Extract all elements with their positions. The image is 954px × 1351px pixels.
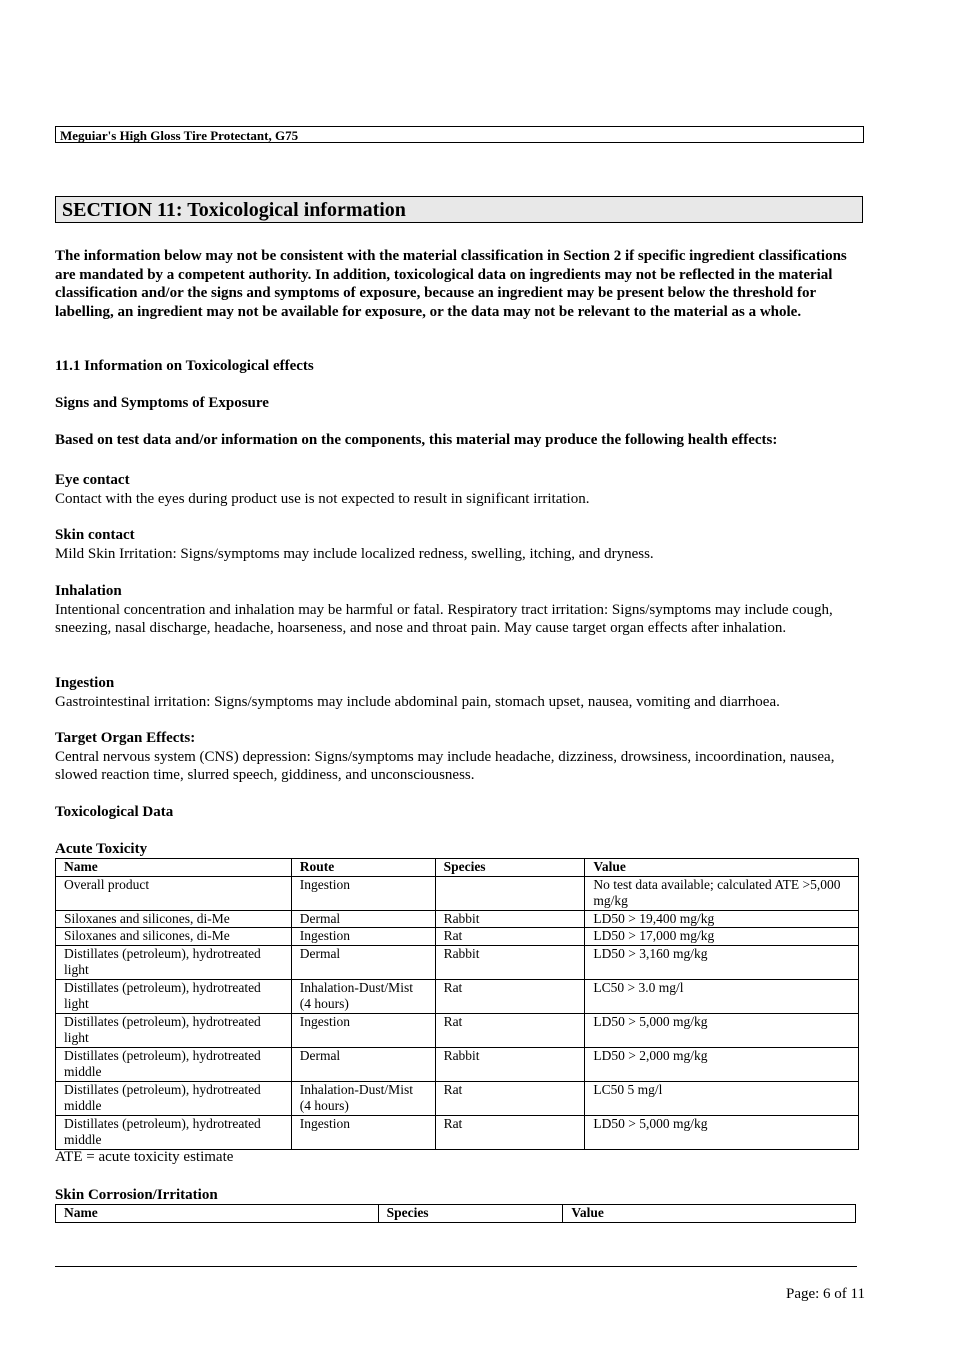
- cell-species: Rabbit: [435, 910, 585, 928]
- cell-species: Rabbit: [435, 1047, 585, 1081]
- cell-route: Ingestion: [291, 876, 435, 910]
- cell-route: Ingestion: [291, 928, 435, 946]
- cell-species: Rat: [435, 979, 585, 1013]
- based-on-statement: Based on test data and/or information on the components, this material may produce the following health effects:: [55, 432, 778, 448]
- column-header: Value: [585, 859, 859, 877]
- table-row: [56, 928, 859, 946]
- product-name-header: Meguiar's High Gloss Tire Protectant, G75: [55, 126, 864, 143]
- page-number: Page: 6 of 11: [785, 1286, 865, 1302]
- table-header-row: [56, 859, 859, 877]
- column-header: Species: [435, 859, 585, 877]
- tox-data-heading: Toxicological Data: [55, 804, 174, 820]
- cell-route: Dermal: [291, 910, 435, 928]
- cell-name: Siloxanes and silicones, di-Me: [56, 910, 292, 928]
- cell-route: Ingestion: [291, 1115, 435, 1149]
- section-title: SECTION 11: Toxicological information: [55, 196, 863, 223]
- effect-ingestion: [55, 674, 855, 711]
- cell-value: LC50 5 mg/l: [585, 1081, 859, 1115]
- cell-species: Rabbit: [435, 945, 585, 979]
- cell-value: LD50 > 3,160 mg/kg: [585, 945, 859, 979]
- cell-species: Rat: [435, 1013, 585, 1047]
- effect-heading: Inhalation: [55, 583, 122, 599]
- acute-toxicity-heading: Acute Toxicity: [55, 841, 148, 857]
- acute-toxicity-table: [55, 858, 859, 1150]
- cell-route: Inhalation-Dust/Mist (4 hours): [291, 979, 435, 1013]
- cell-value: No test data available; calculated ATE >5,000 mg/kg: [585, 876, 859, 910]
- table-row: [56, 945, 859, 979]
- cell-value: LD50 > 5,000 mg/kg: [585, 1115, 859, 1149]
- cell-species: Rat: [435, 1115, 585, 1149]
- effect-text: Gastrointestinal irritation: Signs/symptoms may include abdominal pain, stomach upset, nausea, vomiting and diarrhoea.: [55, 693, 780, 710]
- column-header: Name: [56, 859, 292, 877]
- effect-text: Intentional concentration and inhalation may be harmful or fatal. Respiratory tract irritation: Signs/symptoms may include cough, sneezing, nasal discharge, headache, hoarseness, and nose and throat pain. May cause target organ effects after inhalation.: [55, 601, 833, 636]
- cell-species: Rat: [435, 1081, 585, 1115]
- subsection-heading: 11.1 Information on Toxicological effects: [55, 358, 314, 374]
- cell-name: Distillates (petroleum), hydrotreated middle: [56, 1081, 292, 1115]
- cell-name: Distillates (petroleum), hydrotreated middle: [56, 1047, 292, 1081]
- table-row: [56, 1081, 859, 1115]
- effect-target-organ: [55, 729, 855, 785]
- effect-skin: [55, 526, 855, 563]
- cell-value: LD50 > 2,000 mg/kg: [585, 1047, 859, 1081]
- cell-value: LD50 > 17,000 mg/kg: [585, 928, 859, 946]
- ate-footnote: ATE = acute toxicity estimate: [55, 1149, 234, 1165]
- column-header: Route: [291, 859, 435, 877]
- table-row: [56, 910, 859, 928]
- effect-inhalation: [55, 582, 855, 638]
- effect-text: Central nervous system (CNS) depression: Signs/symptoms may include headache, dizziness, drowsiness, incoordination, nausea, slowed reaction time, slurred speech, giddiness, and unconsciousness.: [55, 748, 835, 783]
- cell-species: [435, 876, 585, 910]
- skin-corrosion-heading: Skin Corrosion/Irritation: [55, 1187, 218, 1203]
- cell-name: Distillates (petroleum), hydrotreated light: [56, 945, 292, 979]
- table-row: [56, 876, 859, 910]
- effect-heading: Ingestion: [55, 675, 115, 691]
- signs-heading: Signs and Symptoms of Exposure: [55, 395, 269, 411]
- cell-route: Inhalation-Dust/Mist (4 hours): [291, 1081, 435, 1115]
- cell-name: Distillates (petroleum), hydrotreated light: [56, 979, 292, 1013]
- skin-corrosion-table: [55, 1204, 856, 1223]
- table-row: [56, 1013, 859, 1047]
- cell-species: Rat: [435, 928, 585, 946]
- effect-heading: Eye contact: [55, 472, 130, 488]
- effect-text: Contact with the eyes during product use is not expected to result in significant irritation.: [55, 490, 590, 507]
- cell-route: Ingestion: [291, 1013, 435, 1047]
- cell-name: Siloxanes and silicones, di-Me: [56, 928, 292, 946]
- column-header: Value: [563, 1205, 856, 1223]
- table-row: [56, 979, 859, 1013]
- effect-heading: Target Organ Effects:: [55, 730, 196, 746]
- cell-route: Dermal: [291, 945, 435, 979]
- intro-paragraph: The information below may not be consistent with the material classification in Section 2 if specific ingredient classifications are mandated by a competent authority. In addition, toxicological data on ingredients may not be reflected in the material classification and/or the signs and symptoms of exposure, because an ingredient may be present below the threshold for labelling, an ingredient may not be available for exposure, or the data may not be relevant to the material as a whole.: [55, 248, 847, 320]
- effect-eye: [55, 471, 855, 508]
- cell-route: Dermal: [291, 1047, 435, 1081]
- cell-name: Distillates (petroleum), hydrotreated middle: [56, 1115, 292, 1149]
- table-row: [56, 1115, 859, 1149]
- column-header: Species: [378, 1205, 563, 1223]
- cell-value: LC50 > 3.0 mg/l: [585, 979, 859, 1013]
- column-header: Name: [56, 1205, 379, 1223]
- table-header-row: [56, 1205, 856, 1223]
- effect-heading: Skin contact: [55, 527, 135, 543]
- footer-divider: [55, 1266, 857, 1267]
- table-row: [56, 1047, 859, 1081]
- cell-value: LD50 > 19,400 mg/kg: [585, 910, 859, 928]
- cell-value: LD50 > 5,000 mg/kg: [585, 1013, 859, 1047]
- cell-name: Distillates (petroleum), hydrotreated light: [56, 1013, 292, 1047]
- effect-text: Mild Skin Irritation: Signs/symptoms may include localized redness, swelling, itching, and dryness.: [55, 545, 654, 562]
- cell-name: Overall product: [56, 876, 292, 910]
